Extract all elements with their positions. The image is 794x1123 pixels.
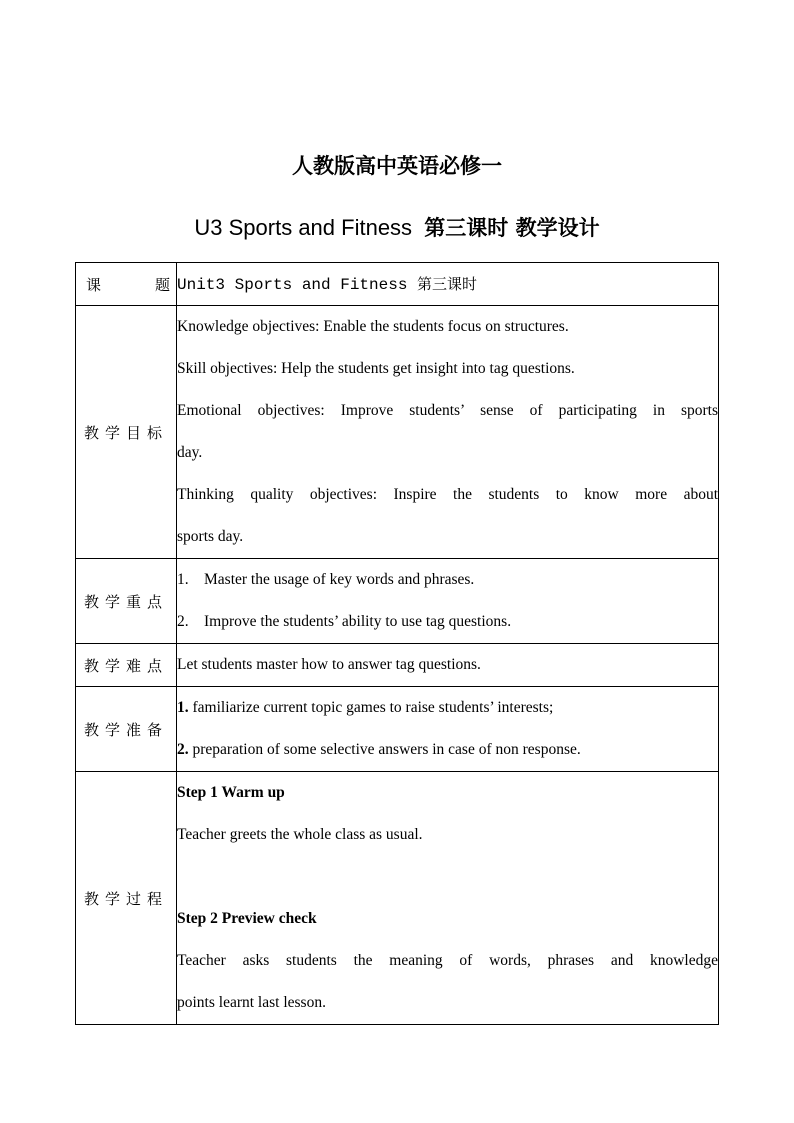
item-text: Master the usage of key words and phrases. [204, 571, 475, 588]
cell-preparation [177, 687, 719, 772]
list-item [177, 601, 718, 643]
objective-line: Skill objectives: Help the students get insight into tag questions. [177, 360, 575, 377]
row-objectives [76, 306, 719, 559]
label-process: 教学过程 [76, 772, 177, 1025]
row-topic [76, 263, 719, 306]
item-number: 1. [177, 571, 189, 588]
step-title [177, 772, 718, 814]
objective-line: day. [177, 444, 203, 461]
label-objectives: 教学目标 [76, 306, 177, 559]
label-topic: 课 题 [76, 263, 177, 306]
document-title: 人教版高中英语必修一 [292, 154, 502, 178]
cell-process [177, 772, 719, 1025]
objective-line: Thinking quality objectives: Inspire the students to know more about [177, 486, 718, 503]
row-key-points [76, 559, 719, 644]
list-item [177, 559, 718, 601]
document-subtitle [0, 212, 794, 242]
label-preparation: 教学准备 [76, 687, 177, 772]
row-preparation [76, 687, 719, 772]
topic-value [177, 263, 718, 305]
cell-objectives [177, 306, 719, 559]
topic-chinese: 第三课时 [417, 275, 478, 293]
list-item [177, 687, 718, 729]
item-number: 1. [177, 699, 189, 716]
list-item [177, 729, 718, 771]
item-number: 2. [177, 613, 189, 630]
step-text: Teacher asks students the meaning of words, phrases and knowledge [177, 952, 718, 969]
item-text: Improve the students’ ability to use tag questions. [204, 613, 512, 630]
topic-english: Unit3 Sports and Fitness [177, 276, 408, 294]
item-text: preparation of some selective answers in case of non response. [192, 741, 581, 758]
item-number: 2. [177, 741, 189, 758]
difficulty-text: Let students master how to answer tag questions. [177, 656, 481, 673]
step1-title: Step 1 Warm up [177, 784, 285, 801]
subtitle-english: U3 Sports and Fitness [194, 215, 413, 240]
cell-topic [177, 263, 719, 306]
cell-difficulties [177, 644, 719, 687]
spacer [177, 856, 718, 898]
step-title [177, 898, 718, 940]
lesson-plan-table [75, 262, 719, 1025]
label-key-points: 教学重点 [76, 559, 177, 644]
step-text: Teacher greets the whole class as usual. [177, 826, 423, 843]
objective-line: sports day. [177, 528, 244, 545]
label-difficulties: 教学难点 [76, 644, 177, 687]
objective-line: Knowledge objectives: Enable the students focus on structures. [177, 318, 569, 335]
row-process [76, 772, 719, 1025]
cell-key-points [177, 559, 719, 644]
subtitle-chinese: 第三课时 教学设计 [424, 216, 600, 240]
step-text: points learnt last lesson. [177, 994, 326, 1011]
step2-title: Step 2 Preview check [177, 910, 317, 927]
item-text: familiarize current topic games to raise students’ interests; [192, 699, 554, 716]
row-difficulties [76, 644, 719, 687]
objective-line: Emotional objectives: Improve students’ sense of participating in sports [177, 402, 718, 419]
